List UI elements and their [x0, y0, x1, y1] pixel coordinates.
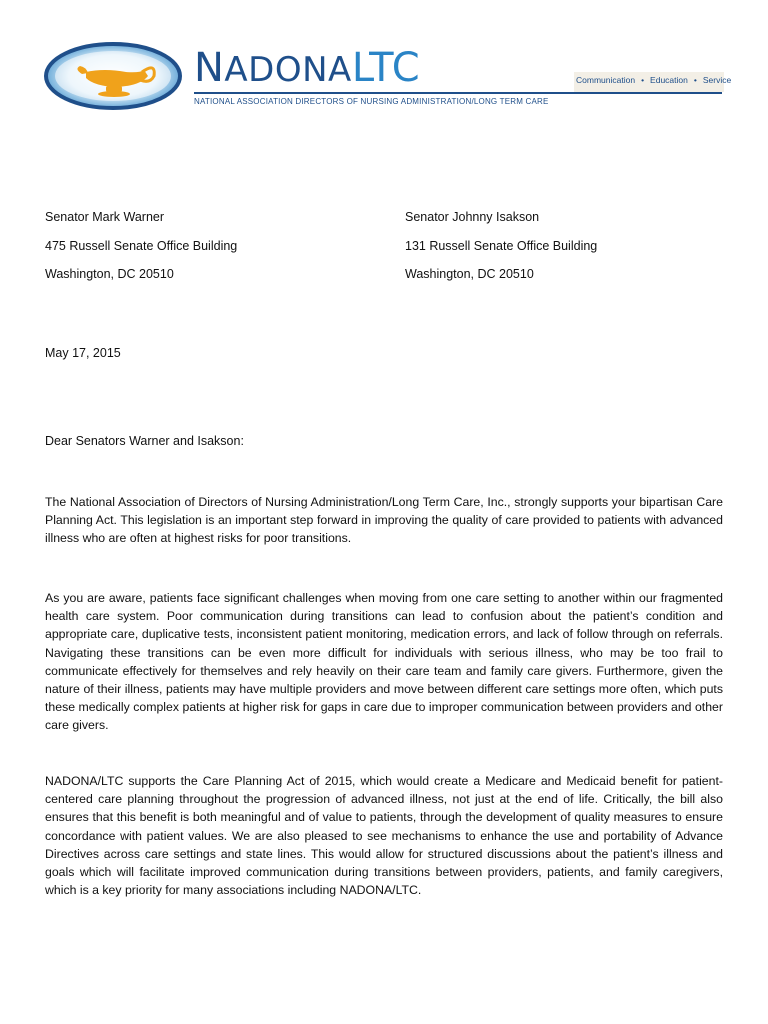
recipient-name: Senator Johnny Isakson — [405, 210, 540, 224]
tagline: Communication • Education • Service — [576, 75, 732, 85]
recipient-city: Washington, DC 20510 — [45, 267, 174, 281]
paragraph-1: The National Association of Directors of Nursing Administration/Long Term Care, Inc., strongly supports your bipartisan Care Planning Act. This legislation is an important step forward in improving the quality of care provided to patients with advanced illness who are often at highest risks for poor transitions. — [45, 495, 723, 546]
org-subtitle: NATIONAL ASSOCIATION DIRECTORS OF NURSING ADMINISTRATION/LONG TERM CARE — [194, 97, 549, 106]
header-rule — [194, 92, 722, 94]
recipient-right — [405, 203, 597, 289]
salutation: Dear Senators Warner and Isakson: — [45, 434, 244, 448]
recipient-name: Senator Mark Warner — [45, 210, 165, 224]
recipient-city: Washington, DC 20510 — [405, 267, 534, 281]
paragraph-3: NADONA/LTC supports the Care Planning Act of 2015, which would create a Medicare and Medicaid benefit for patient-centered care planning throughout the progression of advanced illness, not just at the end of life. Critically, the bill also ensures that this benefit is both meaningful and of value to patients, through the development of quality measures to ensure concordance with patient values. We are also pleased to see mechanisms to enhance the use and portability of Advance Directives across care settings and state lines. This would allow for structured discussions about the patient’s illness and goals which will facilitate improved communication during transitions between providers, patients, and family caregivers, which is a key priority for many associations including NADONA/LTC. — [45, 774, 723, 898]
recipient-left — [45, 203, 237, 289]
letter-date: May 17, 2015 — [45, 346, 121, 360]
lamp-logo-icon — [44, 42, 182, 110]
org-name: NADONALTC — [194, 45, 421, 91]
letterhead — [44, 42, 732, 114]
recipient-street: 475 Russell Senate Office Building — [45, 238, 238, 253]
paragraph-2: As you are aware, patients face significant challenges when moving from one care setting to another within our fragmented health care system. Poor communication during transitions can lead to confusion about the patient’s condition and appropriate care, duplicative tests, inconsistent patient monitoring, medication errors, and lack of follow through on referrals. Navigating these transitions can be even more difficult for individuals with serious illness, who may be too frail to communicate effectively for themselves and rely heavily on their care team and family care givers. Furthermore, given the nature of their illness, patients may have multiple providers and move between different care settings more often, which puts these medically complex patients at higher risk for gaps in care due to improper communication between providers and other care givers. — [45, 591, 723, 733]
recipient-street: 131 Russell Senate Office Building — [405, 238, 598, 253]
